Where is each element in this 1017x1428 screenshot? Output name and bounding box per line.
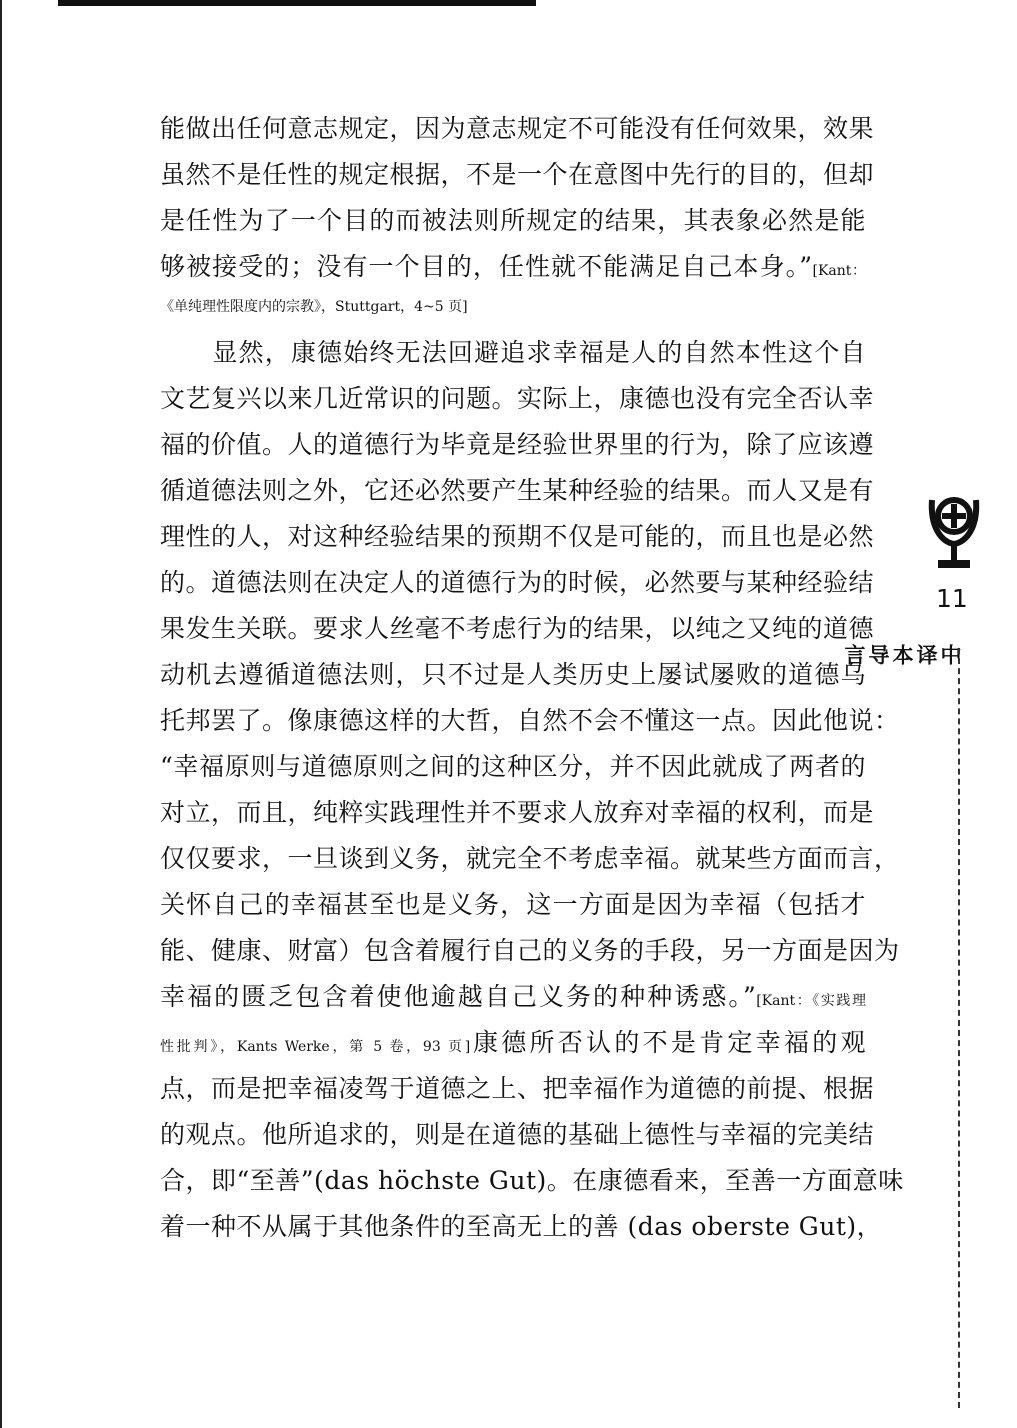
text-line: 托邦罢了。像康德这样的大哲，自然不会不懂这一点。因此他说： (160, 706, 900, 735)
text-line: 幸福的匮乏包含着使他逾越自己义务的种种诱惑。”[Kant：《实践理 (160, 982, 866, 1011)
text-line: 果发生关联。要求人丝毫不考虑行为的结果，以纯之又纯的道德 (160, 614, 875, 643)
text-line: 的。道德法则在决定人的道德行为的时候，必然要与某种经验结 (160, 568, 875, 597)
text-line: 性批判》，Kants Werke，第 5 卷，93 页]康德所否认的不是肯定幸福的观 (160, 1028, 866, 1057)
text-line: 的观点。他所追求的，则是在道德的基础上德性与幸福的完美结 (160, 1120, 875, 1149)
text-line: 循道德法则之外，它还必然要产生某种经验的结果。而人又是有 (160, 476, 875, 505)
page-number: 11 (936, 584, 968, 613)
text-line: 显然，康德始终无法回避追求幸福是人的自然本性这个自 (160, 338, 866, 367)
running-title: 中译本导言 (842, 644, 962, 665)
text-line: 点，而是把幸福凌驾于道德之上、把幸福作为道德的前提、根据 (160, 1074, 875, 1103)
text-line: 对立，而且，纯粹实践理性并不要求人放弃对幸福的权利，而是 (160, 798, 875, 827)
text-line: 文艺复兴以来几近常识的问题。实际上，康德也没有完全否认幸 (160, 384, 875, 413)
text-line: 够被接受的；没有一个目的，任性就不能满足自己本身。”[Kant： (160, 252, 866, 281)
text-line: 着一种不从属于其他条件的至高无上的善 (das oberste Gut)， (160, 1212, 883, 1241)
citation: [Kant： (812, 263, 866, 279)
text-line: 理性的人，对这种经验结果的预期不仅是可能的，而且也是必然 (160, 522, 875, 551)
top-rule (58, 0, 536, 6)
text-line: 虽然不是任性的规定根据，不是一个在意图中先行的目的，但却 (160, 160, 875, 189)
citation: 《单纯理性限度内的宗教》，Stuttgart，4~5 页] (160, 299, 468, 315)
page-left-edge (0, 0, 2, 1428)
citation-line (160, 290, 866, 330)
citation: 性批判》，Kants Werke，第 5 卷，93 页] (160, 1039, 471, 1055)
text-line: 合，即“至善”(das höchste Gut)。在康德看来，至善一方面意味 (160, 1166, 904, 1195)
text-line: 关怀自己的幸福甚至也是义务，这一方面是因为幸福（包括才 (160, 890, 866, 919)
text-line: 能做出任何意志规定，因为意志规定不可能没有任何效果，效果 (160, 114, 875, 143)
text-line: “幸福原则与道德原则之间的这种区分，并不因此就成了两者的 (160, 752, 866, 781)
text-line: 能、健康、财富）包含着履行自己的义务的手段，另一方面是因为 (160, 936, 900, 965)
text-line: 仅仅要求，一旦谈到义务，就完全不考虑幸福。就某些方面而言， (160, 844, 900, 873)
citation: [Kant：《实践理 (756, 993, 866, 1009)
text-line: 福的价值。人的道德行为毕竟是经验世界里的行为，除了应该遵 (160, 430, 875, 459)
margin-vertical-rule (958, 648, 960, 1408)
text-line: 是任性为了一个目的而被法则所规定的结果，其表象必然是能 (160, 206, 866, 235)
text-line: 动机去遵循道德法则，只不过是人类历史上屡试屡败的道德乌 (160, 660, 866, 689)
book-series-emblem-icon (926, 488, 982, 572)
